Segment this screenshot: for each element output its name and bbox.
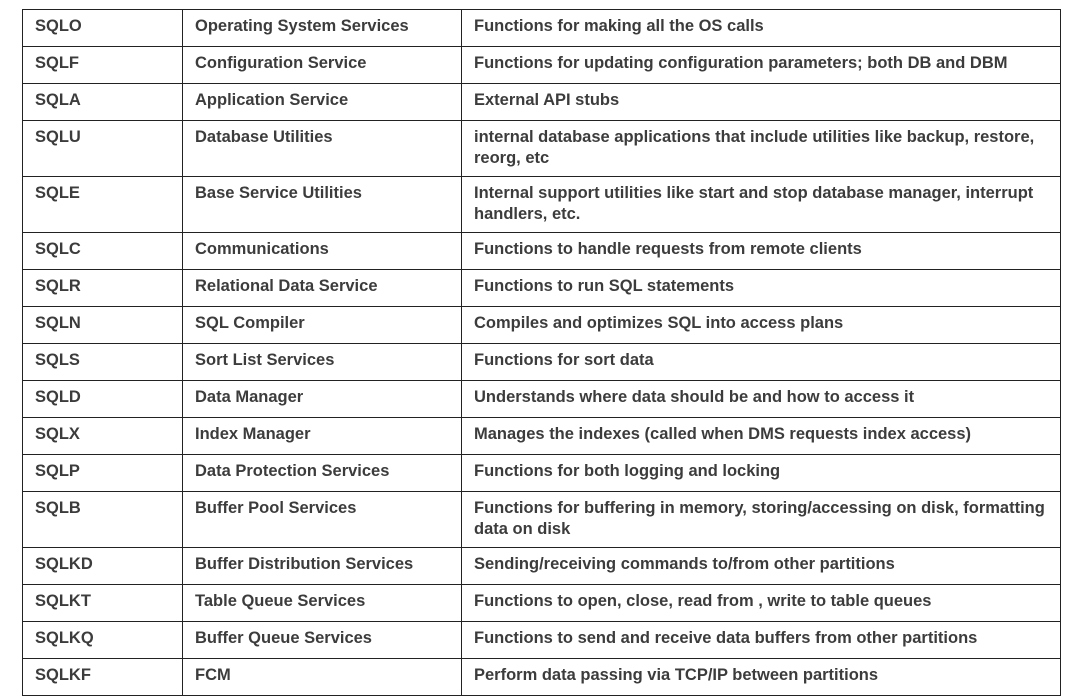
component-cell: Relational Data Service: [183, 270, 462, 307]
component-cell: Communications: [183, 233, 462, 270]
prefix-cell: SQLS: [23, 344, 183, 381]
prefix-cell: SQLD: [23, 381, 183, 418]
description-cell: Internal support utilities like start and stop database manager, interrupt handlers, etc.: [462, 177, 1061, 233]
table-row: [23, 455, 1061, 492]
prefix-cell: SQLKD: [23, 548, 183, 585]
component-cell: Base Service Utilities: [183, 177, 462, 233]
component-cell: Buffer Queue Services: [183, 622, 462, 659]
table-row: [23, 233, 1061, 270]
prefix-cell: SQLU: [23, 121, 183, 177]
table-row: [23, 177, 1061, 233]
prefix-cell: SQLC: [23, 233, 183, 270]
table-row: [23, 344, 1061, 381]
description-cell: Functions to handle requests from remote clients: [462, 233, 1061, 270]
component-cell: Database Utilities: [183, 121, 462, 177]
table-row: [23, 622, 1061, 659]
prefix-cell: SQLKT: [23, 585, 183, 622]
prefix-cell: SQLN: [23, 307, 183, 344]
description-cell: Functions for both logging and locking: [462, 455, 1061, 492]
description-cell: Sending/receiving commands to/from other partitions: [462, 548, 1061, 585]
prefix-cell: SQLX: [23, 418, 183, 455]
component-cell: Configuration Service: [183, 47, 462, 84]
description-cell: Functions for buffering in memory, storing/accessing on disk, formatting data on disk: [462, 492, 1061, 548]
table-row: [23, 585, 1061, 622]
component-cell: Application Service: [183, 84, 462, 121]
prefix-cell: SQLR: [23, 270, 183, 307]
description-cell: Manages the indexes (called when DMS requests index access): [462, 418, 1061, 455]
component-cell: Data Manager: [183, 381, 462, 418]
description-cell: Functions for making all the OS calls: [462, 10, 1061, 47]
table-row: [23, 659, 1061, 696]
description-cell: internal database applications that include utilities like backup, restore, reorg, etc: [462, 121, 1061, 177]
description-cell: Understands where data should be and how to access it: [462, 381, 1061, 418]
table-row: [23, 10, 1061, 47]
description-cell: Functions for updating configuration parameters; both DB and DBM: [462, 47, 1061, 84]
component-cell: Table Queue Services: [183, 585, 462, 622]
component-cell: Buffer Pool Services: [183, 492, 462, 548]
prefix-cell: SQLB: [23, 492, 183, 548]
table-row: [23, 84, 1061, 121]
prefix-cell: SQLKF: [23, 659, 183, 696]
table-row: [23, 47, 1061, 84]
description-cell: External API stubs: [462, 84, 1061, 121]
prefix-cell: SQLP: [23, 455, 183, 492]
description-cell: Functions for sort data: [462, 344, 1061, 381]
table-row: [23, 307, 1061, 344]
description-cell: Functions to open, close, read from , write to table queues: [462, 585, 1061, 622]
description-cell: Perform data passing via TCP/IP between partitions: [462, 659, 1061, 696]
prefix-cell: SQLE: [23, 177, 183, 233]
table-row: [23, 270, 1061, 307]
description-cell: Functions to send and receive data buffers from other partitions: [462, 622, 1061, 659]
table-row: [23, 121, 1061, 177]
description-cell: Functions to run SQL statements: [462, 270, 1061, 307]
prefix-cell: SQLO: [23, 10, 183, 47]
prefix-cell: SQLKQ: [23, 622, 183, 659]
table-row: [23, 381, 1061, 418]
component-table: [22, 9, 1061, 696]
table-row: [23, 492, 1061, 548]
component-cell: FCM: [183, 659, 462, 696]
prefix-cell: SQLA: [23, 84, 183, 121]
component-cell: Index Manager: [183, 418, 462, 455]
component-cell: Buffer Distribution Services: [183, 548, 462, 585]
description-cell: Compiles and optimizes SQL into access plans: [462, 307, 1061, 344]
table-body: [23, 10, 1061, 696]
component-cell: Data Protection Services: [183, 455, 462, 492]
component-cell: Operating System Services: [183, 10, 462, 47]
table-row: [23, 418, 1061, 455]
prefix-cell: SQLF: [23, 47, 183, 84]
component-cell: Sort List Services: [183, 344, 462, 381]
component-cell: SQL Compiler: [183, 307, 462, 344]
table-row: [23, 548, 1061, 585]
